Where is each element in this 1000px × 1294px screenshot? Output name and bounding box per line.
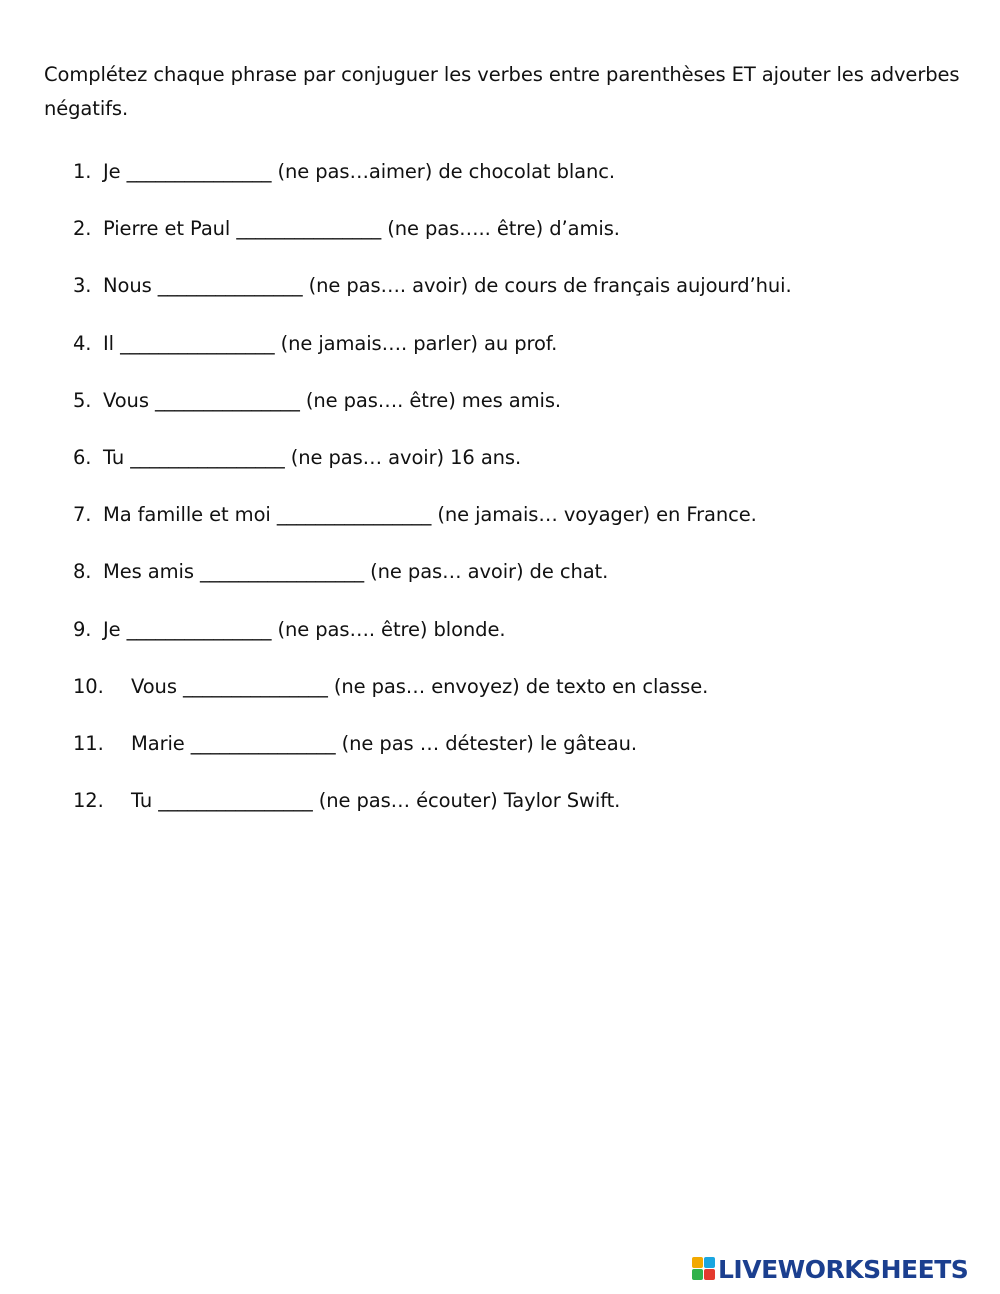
exercise-item-10 [0, 669, 1000, 726]
item-sentence: Ma famille et moi ________________ (ne jamais… voyager) en France. [103, 503, 757, 527]
item-number: 12. [73, 789, 104, 813]
item-number: 11. [73, 731, 104, 755]
item-sentence: Vous _______________ (ne pas…. être) mes amis. [103, 388, 561, 412]
exercise-list [0, 154, 1000, 840]
logo-squares-icon [692, 1257, 716, 1281]
item-sentence: Marie _______________ (ne pas … détester) le gâteau. [131, 731, 637, 755]
item-sentence: Il ________________ (ne jamais…. parler) au prof. [103, 331, 558, 355]
exercise-item-8 [0, 554, 1000, 611]
liveworksheets-logo [692, 1254, 968, 1284]
exercise-item-1 [0, 154, 1000, 211]
exercise-item-4 [0, 326, 1000, 383]
item-number: 5. [73, 388, 92, 412]
logo-text: LIVEWORKSHEETS [718, 1254, 969, 1284]
item-number: 1. [73, 160, 92, 183]
item-sentence: Mes amis _________________ (ne pas… avoir) de chat. [103, 560, 609, 584]
exercise-item-5 [0, 383, 1000, 440]
exercise-item-2 [0, 211, 1000, 268]
exercise-item-11 [0, 726, 1000, 783]
item-sentence: Tu ________________ (ne pas… avoir) 16 ans. [103, 445, 522, 469]
exercise-item-7 [0, 497, 1000, 554]
item-number: 10. [73, 674, 104, 698]
instructions-text: Complétez chaque phrase par conjuguer les verbes entre parenthèses ET ajouter les adverbes négatifs. [44, 63, 960, 120]
item-number: 4. [73, 331, 92, 355]
item-sentence: Je _______________ (ne pas…. être) blonde. [103, 617, 506, 641]
item-sentence: Vous _______________ (ne pas… envoyez) de texto en classe. [131, 674, 709, 698]
exercise-item-6 [0, 440, 1000, 497]
item-sentence: Pierre et Paul _______________ (ne pas….. être) d’amis. [103, 217, 620, 241]
item-number: 9. [73, 617, 92, 641]
item-number: 8. [73, 560, 92, 584]
exercise-item-3 [0, 268, 1000, 325]
item-number: 3. [73, 274, 92, 298]
item-sentence: Je _______________ (ne pas…aimer) de chocolat blanc. [103, 160, 615, 183]
item-sentence: Tu ________________ (ne pas… écouter) Taylor Swift. [131, 789, 621, 813]
item-number: 2. [73, 217, 92, 241]
exercise-item-9 [0, 612, 1000, 669]
item-sentence: Nous _______________ (ne pas…. avoir) de cours de français aujourd’hui. [103, 274, 792, 298]
exercise-item-12 [0, 783, 1000, 840]
item-number: 6. [73, 445, 92, 469]
item-number: 7. [73, 503, 92, 527]
